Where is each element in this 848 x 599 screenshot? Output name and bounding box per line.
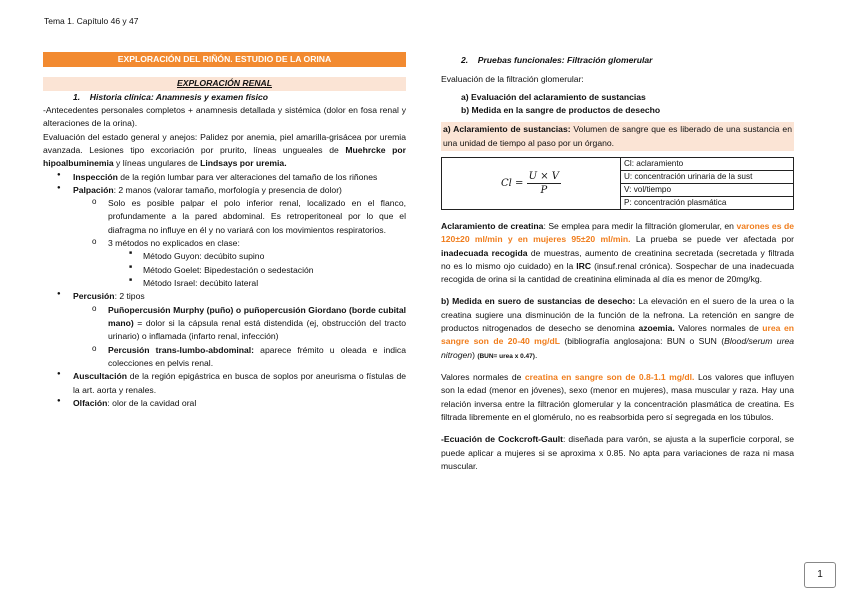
exam-list: [43, 171, 406, 411]
small-text: (BUN= urea x 0.47): [477, 352, 535, 360]
bold-text: Muehrcke por hipoalbuminemia: [43, 144, 406, 169]
paragraph: [43, 131, 406, 171]
paragraph: Evaluación de la filtración glomerular:: [441, 74, 584, 85]
definition-highlight: [441, 122, 794, 151]
text: Valores normales de: [674, 323, 763, 334]
italic-text: Blood/serum urea nitrogen: [441, 336, 794, 360]
formula-fraction: [527, 170, 561, 197]
clearance-formula-table: [441, 157, 794, 210]
item-title: Pruebas funcionales: Filtración glomerular: [477, 55, 653, 65]
paragraph: -Antecedentes personales completos + anamnesis detallada y sistémica (dolor en fosa renal y alteraciones de la orina).: [43, 104, 406, 129]
list-item: [43, 370, 406, 397]
text: : olor de la cavidad oral: [107, 397, 197, 408]
method-item: ■ Método Guyon: decúbito supino: [43, 250, 406, 263]
text: (insuf.renal crónica). Sospechar de una inadecuada recogida de orina si la cantidad de creatinina eliminada al día es menor de 20mg/kg.: [441, 260, 794, 285]
text: Los valores que influyen son la edad (menor en jóvenes), sexo (menor en mujeres), masa muscular y raza. Hay una relación inversa entre la filtración glomerular y la concentración plasmática de creatina. Es filtrada libremente en el glomérulo, no es reabsorbida pero sí segregada en los túbulos.: [441, 372, 794, 422]
method-item: ■ Método Israel: decúbito lateral: [43, 277, 406, 290]
list-subitem: [43, 344, 406, 371]
text: La prueba se puede ver afectada por: [630, 234, 794, 245]
bold-text: inadecuada recogida: [441, 247, 528, 258]
bold-text: azoemia.: [638, 323, 675, 334]
item-title: Historia clínica: Anamnesis y examen físico: [89, 91, 269, 102]
legend-cell: Cl: aclaramiento: [621, 157, 794, 170]
paragraph: [441, 220, 794, 287]
item-number: 2.: [461, 55, 469, 65]
subitem-a: a) Evaluación del aclaramiento de sustancias: [461, 91, 646, 102]
list-subitem: [43, 304, 406, 344]
subsection-title: EXPLORACIÓN RENAL: [43, 77, 406, 90]
right-column: [441, 54, 794, 473]
text: de la región epigástrica en busca de soplos por aneurisma o fístulas de la art. aorta y renales.: [73, 371, 406, 395]
text: Evaluación del estado general y anejos: Palidez por anemia, piel amarilla-grisácea por uremia avanzada. Lesiones tipo excoriación por prurito, líneas ungueales de: [43, 131, 406, 155]
text: : Se emplea para medir la filtración glomerular, en: [543, 220, 737, 231]
bold-text: Lindsays por uremia.: [200, 158, 287, 169]
text: .: [534, 349, 538, 360]
bold-text: Aclaramiento de creatina: [441, 220, 544, 231]
bold-text: Auscultación: [73, 371, 127, 382]
text: de la región lumbar para ver alteraciones del tamaño de los riñones: [117, 171, 378, 182]
text: aparece frémito u oleada e indica colecciones en pelvis renal.: [108, 344, 406, 368]
list-subitem: o 3 métodos no explicados en clase:: [43, 237, 406, 250]
bold-text: Inspección: [73, 171, 118, 182]
section-banner: EXPLORACIÓN DEL RIÑÓN. ESTUDIO DE LA ORINA: [43, 52, 406, 67]
text: = dolor si la cápsula renal está distendida (ej, obstrucción del tracto urinario) o inflamada (infarto renal, infección): [108, 317, 406, 342]
method-item: ■ Método Goelet: Bipedestación o sedestación: [43, 264, 406, 277]
left-column: [43, 52, 406, 410]
page-header: Tema 1. Capítulo 46 y 47: [44, 16, 139, 26]
bold-text: Palpación: [73, 184, 114, 195]
bold-text: Percusión: [73, 291, 115, 302]
highlight-text: creatina en sangre son de 0.8-1.1 mg/dl.: [524, 372, 695, 382]
text: y líneas ungulares de: [113, 158, 201, 169]
bold-text: a) Aclaramiento de sustancias:: [443, 124, 571, 135]
paragraph: [441, 295, 794, 362]
list-item: [43, 171, 406, 184]
text: de muestras, aumento de creatinina secretada (secretada y filtrada no es lo mismo ojo cuidado) en la: [441, 247, 794, 271]
page-number: 1: [804, 562, 836, 588]
formula-denominator: P: [540, 184, 548, 196]
formula-lhs: Cl =: [501, 177, 524, 189]
list-item: [43, 397, 406, 410]
subitem-b: b) Medida en la sangre de productos de desecho: [461, 104, 661, 115]
highlight-text: varones es de 120±20 ml/min y en mujeres 95±20 ml/min.: [441, 220, 794, 245]
formula-cell: [442, 157, 621, 209]
text: La elevación en el suero de la urea o la creatina sugiere una disminución de la función de la nefrona. La retención en sangre de productos nitrogenados de desecho se denomina: [441, 296, 794, 334]
text: : 2 manos (valorar tamaño, morfología y presencia de dolor): [113, 184, 342, 195]
text: Volumen de sangre que es liberado de una sustancia en una unidad de tiempo al paso por un órgano.: [443, 124, 792, 148]
highlight-text: urea en sangre son de 20-40 mg/dL: [441, 323, 794, 347]
bold-text: Olfación: [73, 397, 108, 408]
bold-text: b) Medida en suero de sustancias de desecho:: [441, 296, 636, 307]
paragraph: [441, 433, 794, 473]
bold-text: -Ecuación de Cockcroft-Gault: [441, 434, 564, 445]
list-item: [43, 184, 406, 197]
text: ): [472, 349, 478, 360]
item-heading: [43, 91, 406, 104]
formula-numerator: U × V: [528, 170, 559, 182]
item-heading: [441, 54, 794, 67]
bold-text: IRC: [576, 260, 592, 271]
bold-text: Percusión trans-lumbo-abdominal:: [108, 344, 255, 355]
legend-cell: U: concentración urinaria de la sust: [621, 170, 794, 183]
paragraph: [441, 371, 794, 424]
list-item: [43, 290, 406, 303]
legend-cell: V: vol/tiempo: [621, 183, 794, 196]
text: (bibliografía anglosajona: BUN o SUN (: [559, 336, 725, 347]
list-subitem: o Solo es posible palpar el polo inferior renal, localizado en el flanco, profundamente a la pared abdominal. Es retroperitoneal por lo que el diafragma no influye en él y no variará con los movimientos respiratorios.: [43, 197, 406, 237]
text: : 2 tipos: [114, 291, 145, 302]
text: Valores normales de: [441, 372, 525, 382]
bold-text: Puñopercusión Murphy (puño) o puñopercusión Giordano (borde cubital mano): [108, 304, 406, 328]
item-number: 1.: [73, 91, 81, 102]
text: : diseñada para varón, se ajusta a la superficie corporal, se puede aplicar a mujeres si se aproxima x 0.85. No apta para variaciones de raza ni masa muscular.: [441, 434, 795, 471]
legend-cell: P: concentración plasmática: [621, 196, 794, 209]
